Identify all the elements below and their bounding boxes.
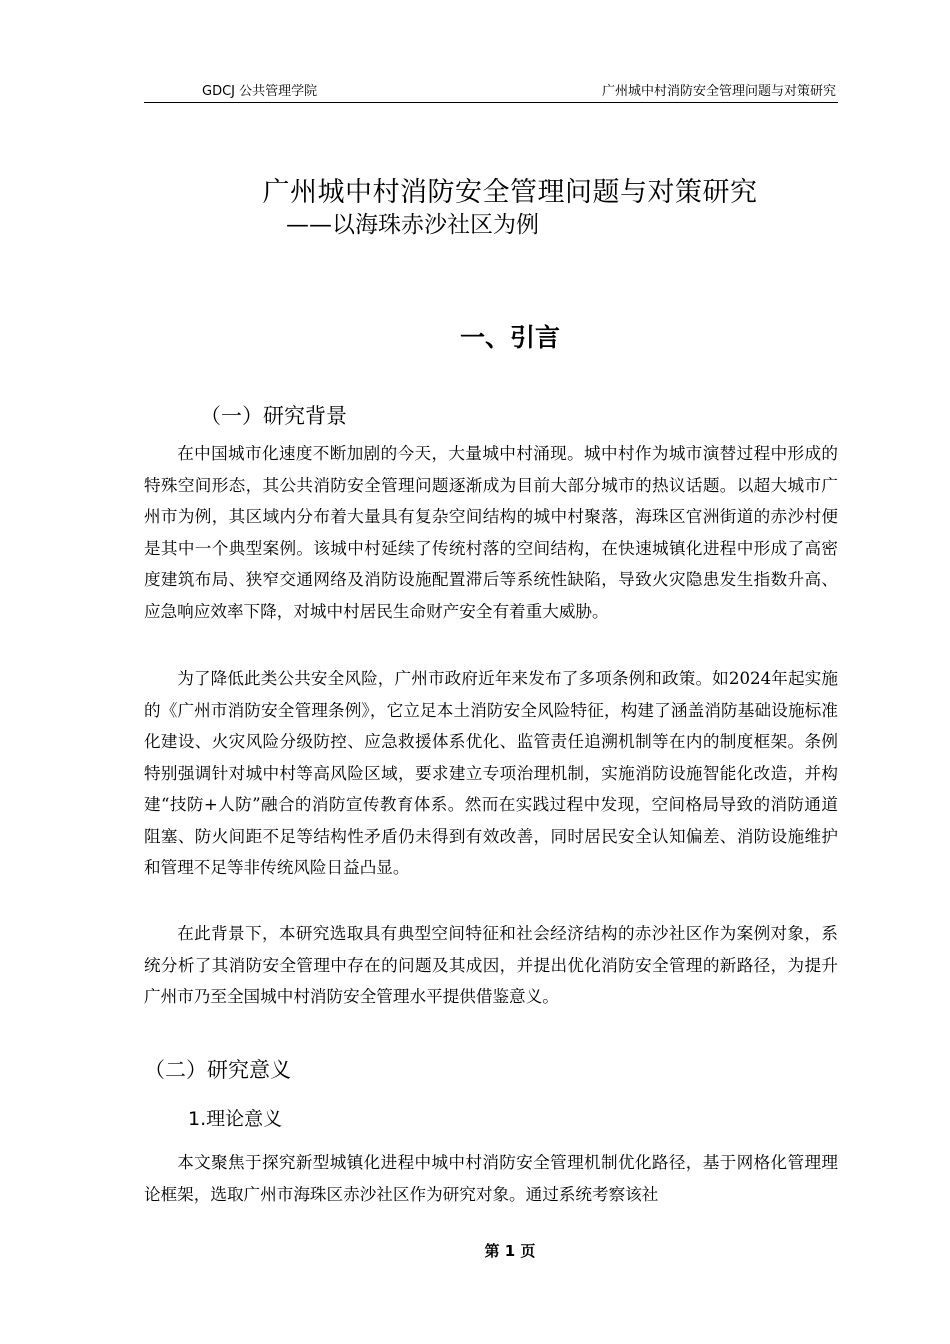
paragraph: 本文聚焦于探究新型城镇化进程中城中村消防安全管理机制优化路径，基于网格化管理理论框架，选取广州市海珠区赤沙社区作为研究对象。通过系统考察该社 <box>144 1153 838 1204</box>
subsubsection-heading-theory: 1.理论意义 <box>188 1108 283 1130</box>
paragraph: 在此背景下，本研究选取具有典型空间特征和社会经济结构的赤沙社区作为案例对象，系统分析了其消防安全管理中存在的问题及其成因，并提出优化消防安全管理的新路径，为提升广州市乃至全国城中村消防安全管理水平提供借鉴意义。 <box>144 924 838 1006</box>
header-right-text: 广州城中村消防安全管理问题与对策研究 <box>601 84 836 99</box>
document-subtitle: ——以海珠赤沙社区为例 <box>286 212 539 238</box>
subsection-heading-background: （一）研究背景 <box>200 404 347 428</box>
document-title: 广州城中村消防安全管理问题与对策研究 <box>262 177 758 208</box>
page-header <box>144 76 838 103</box>
section-heading-introduction: 一、引言 <box>459 323 560 352</box>
paragraph: 在中国城市化速度不断加剧的今天，大量城中村涌现。城中村作为城市演替过程中形成的特殊空间形态，其公共消防安全管理问题逐渐成为目前大部分城市的热议话题。以超大城市广州市为例，其区域内分布着大量具有复杂空间结构的城中村聚落，海珠区官洲街道的赤沙村便是其中一个典型案例。该城中村延续了传统村落的空间结构，在快速城镇化进程中形成了高密度建筑布局、狭窄交通网络及消防设施配置滞后等系统性缺陷，导致火灾隐患发生指数升高、应急响应效率下降，对城中村居民生命财产安全有着重大威胁。 <box>144 444 838 621</box>
header-left-text: GDCJ 公共管理学院 <box>202 84 318 99</box>
paragraph: 为了降低此类公共安全风险，广州市政府近年来发布了多项条例和政策。如2024年起实施的《广州市消防安全管理条例》，它立足本土消防安全风险特征，构建了涵盖消防基础设施标准化建设、火灾风险分级防控、应急救援体系优化、监管责任追溯机制等在内的制度框架。条例特别强调针对城中村等高风险区域，要求建立专项治理机制，实施消防设施智能化改造，并构建“技防+人防”融合的消防宣传教育体系。然而在实践过程中发现，空间格局导致的消防通道阻塞、防火间距不足等结构性矛盾仍未得到有效改善，同时居民安全认知偏差、消防设施维护和管理不足等非传统风险日益凸显。 <box>144 669 838 877</box>
subsection-heading-significance: （二）研究意义 <box>144 1058 291 1082</box>
page-number: 第 1 页 <box>484 1242 536 1260</box>
